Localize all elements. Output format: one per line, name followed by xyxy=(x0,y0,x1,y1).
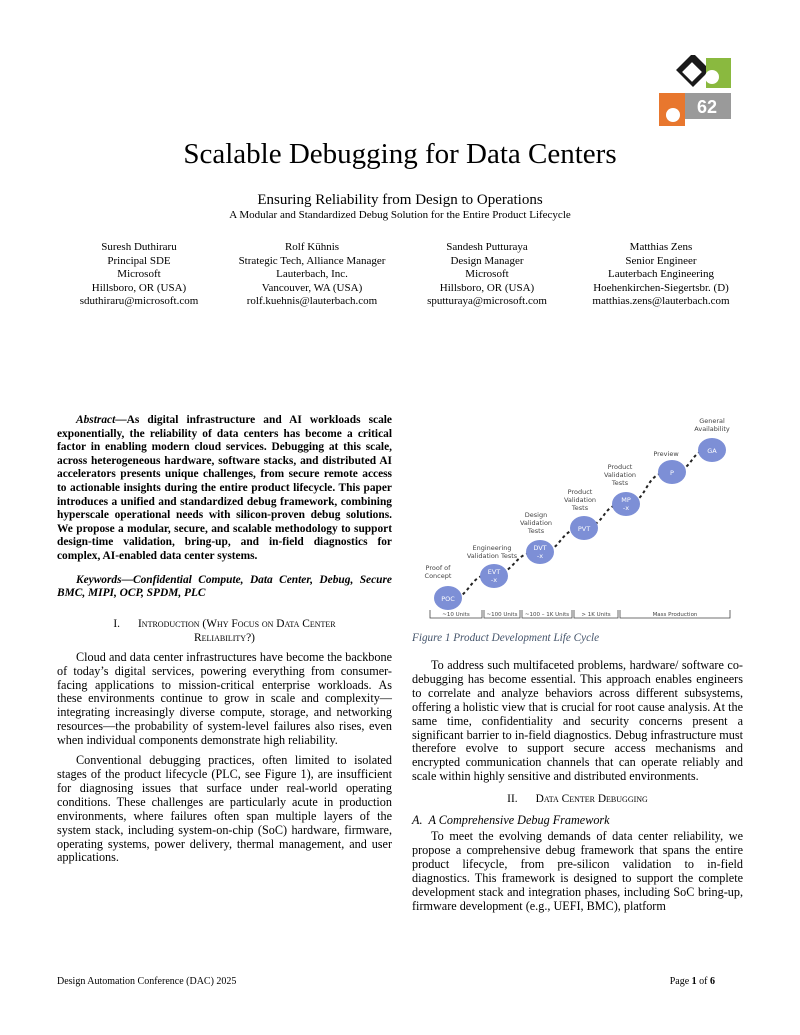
svg-text:POC: POC xyxy=(441,595,455,603)
svg-text:Tests: Tests xyxy=(527,527,545,535)
svg-text:PVT: PVT xyxy=(577,525,591,533)
svg-text:Validation: Validation xyxy=(563,496,597,504)
svg-text:General: General xyxy=(699,417,725,425)
stage-label-dvt xyxy=(520,511,552,535)
svg-text:MP: MP xyxy=(621,496,631,504)
svg-text:Proof of: Proof of xyxy=(425,564,451,572)
author-email[interactable]: sduthiraru@microsoft.com xyxy=(79,295,199,308)
keywords-label: Keywords xyxy=(76,573,122,586)
svg-text:Preview: Preview xyxy=(653,450,679,458)
svg-text:Validation Tests: Validation Tests xyxy=(466,552,518,560)
left-column xyxy=(57,414,392,871)
svg-text:Validation: Validation xyxy=(519,519,553,527)
subsection-heading xyxy=(412,814,743,828)
stage-label-evt xyxy=(467,544,518,560)
section-title-line1: Introduction (Why Focus on Data Center xyxy=(138,617,336,630)
abstract: Abstract—As digital infrastructure and AI workloads scale exponentially, the reliability of data centers has become a critical factor in enabling modern cloud services. Debugging at this scale, across heterogeneous hardware, software stacks, and distributed AI accelerators presents unique challenges, from secure remote access to actionable insights during the entire product lifecycle. This paper introduces a unified and standardized debug framework, combining hyperscale operational needs with silicon-proven debug solutions. We propose a modular, secure, and scalable methodology to support design-time validation, bring-up, and in-field diagnostics for complex, AI-enabled data center systems. xyxy=(57,414,392,562)
svg-text:Tests: Tests xyxy=(611,479,629,487)
plc-figure xyxy=(412,412,742,630)
paragraph: To address such multifaceted problems, hardware/ software co-debugging has become essential. This approach enables engineers to correlate and analyze behaviors across different subsystems, offering a holistic view that is crucial for root cause analysis. At the same time, confidentiality and security concerns present a significant barrier to in-field diagnostics. Debug infrastructure must therefore evolve to support secure access mechanisms and encrypted communication channels that can operate reliably and scale within highly sensitive and distributed environments. xyxy=(412,658,743,784)
svg-text:EVT: EVT xyxy=(487,568,501,576)
author-block xyxy=(212,241,412,309)
paragraph: Conventional debugging practices, often limited to isolated stages of the product lifecycle (PLC, see Figure 1), are insufficient for diagnosing issues that surface under real-world operating conditions. These challenges are particularly acute in production environments, where failures often span multiple layers of the system stack, including system-on-chip (SoC) hardware, firmware, operating systems, power delivery, thermal management, and user applications. xyxy=(57,753,392,865)
figure-caption: Figure 1 Product Development Life Cycle xyxy=(412,632,600,644)
svg-text:Product: Product xyxy=(567,488,593,496)
section-heading xyxy=(412,792,743,806)
author-block xyxy=(561,241,761,309)
svg-text:DVT: DVT xyxy=(533,544,547,552)
author-email[interactable]: sputturaya@microsoft.com xyxy=(427,295,547,308)
footer-page-number: Page 1 of 6 xyxy=(669,976,715,987)
author-location: Hillsboro, OR (USA) xyxy=(91,281,187,294)
unit-label: > 1K Units xyxy=(581,612,611,618)
node-dvt xyxy=(526,540,554,564)
node-preview xyxy=(658,460,686,484)
unit-label: ~100 Units xyxy=(486,612,518,618)
author-location: Hillsboro, OR (USA) xyxy=(439,281,535,294)
node-evt xyxy=(480,564,508,588)
stage-label-mp xyxy=(604,463,636,487)
svg-text:Design: Design xyxy=(524,511,548,519)
author-role: Strategic Tech, Alliance Manager xyxy=(238,254,386,267)
author-org: Lauterbach, Inc. xyxy=(276,268,348,281)
keywords-text: Confidential Compute, Data Center, Debug, Secure BMC, MIPI, OCP, SPDM, PLC xyxy=(57,573,392,600)
node-mp xyxy=(612,492,640,516)
section-title: Data Center Debugging xyxy=(535,793,648,806)
abstract-text: As digital infrastructure and AI workloads scale exponentially, the reliability of data centers has become a critical factor in enabling modern cloud services. Debugging at this scale, across heterogeneous hardware, software stacks, and distributed AI accelerators presents unique challenges, from secure remote access to actionable insights during the entire product lifecycle. This paper introduces a unified and standardized debug framework, combining hyperscale operational needs with silicon-proven debug solutions. We propose a modular, secure, and scalable methodology to support design-time validation, bring-up, and in-field diagnostics for complex, AI-enabled data center systems. xyxy=(57,414,392,562)
author-name: Sandesh Putturaya xyxy=(446,241,528,253)
svg-text:Tests: Tests xyxy=(571,504,589,512)
svg-text:Validation: Validation xyxy=(603,471,637,479)
unit-label: ~10 Units xyxy=(442,612,470,618)
stage-label-pvt xyxy=(564,488,596,512)
paper-subsubtitle: A Modular and Standardized Debug Solution for the Entire Product Lifecycle xyxy=(229,209,571,221)
author-role: Senior Engineer xyxy=(625,254,697,267)
paragraph: To meet the evolving demands of data center reliability, we propose a comprehensive debug framework that spans the entire product lifecycle, from pre-silicon validation to in-field diagnostics. This framework is designed to support the complete development stack and integration phases, including SoC bring-up, firmware development (e.g., UEFI, BMC), platform xyxy=(412,829,743,913)
author-org: Microsoft xyxy=(465,268,509,281)
author-org: Lauterbach Engineering xyxy=(608,268,714,281)
right-column xyxy=(412,659,743,920)
unit-label: ~100 – 1K Units xyxy=(524,612,570,618)
svg-text:Engineering: Engineering xyxy=(472,544,512,552)
section-number: I. xyxy=(113,617,120,630)
author-role: Design Manager xyxy=(450,254,524,267)
keywords: Keywords—Confidential Compute, Data Center, Debug, Secure BMC, MIPI, OCP, SPDM, PLC xyxy=(57,573,392,600)
svg-text:-x: -x xyxy=(490,576,498,584)
svg-text:Concept: Concept xyxy=(424,572,452,580)
author-org: Microsoft xyxy=(117,268,161,281)
unit-label: Mass Production xyxy=(652,612,698,618)
author-name: Rolf Kühnis xyxy=(284,241,340,253)
section-heading xyxy=(57,617,392,645)
subsection-title: A Comprehensive Debug Framework xyxy=(428,813,610,828)
stage-label-preview xyxy=(653,450,679,458)
author-block xyxy=(39,241,239,309)
svg-text:Product: Product xyxy=(607,463,633,471)
section-title-line2: Reliability?) xyxy=(194,631,255,644)
logo-number: 62 xyxy=(696,97,718,117)
author-location: Vancouver, WA (USA) xyxy=(261,281,363,294)
node-ga xyxy=(698,438,726,462)
dac-logo xyxy=(655,55,733,129)
page-current: 1 xyxy=(691,976,697,987)
node-poc xyxy=(434,586,462,610)
paper-title: Scalable Debugging for Data Centers xyxy=(183,138,617,170)
svg-text:Availability: Availability xyxy=(694,425,730,433)
author-name: Suresh Duthiraru xyxy=(101,241,177,253)
author-role: Principal SDE xyxy=(107,254,171,267)
paper-subtitle: Ensuring Reliability from Design to Operations xyxy=(257,192,543,208)
svg-text:P: P xyxy=(670,469,674,477)
author-email[interactable]: matthias.zens@lauterbach.com xyxy=(592,295,730,308)
author-name: Matthias Zens xyxy=(629,241,693,253)
svg-text:-x: -x xyxy=(622,504,630,512)
page-total: 6 xyxy=(710,976,715,987)
paragraph: Cloud and data center infrastructures have become the backbone of today’s digital services, powering everything from consumer-facing applications to mission-critical enterprise workloads. As these environments continue to grow in scale and complexity—integrating increasingly diverse compute, storage, and networking resources—the probability of system-level failures also rises, even when individual components demonstrate high reliability. xyxy=(57,649,392,748)
stage-label-poc xyxy=(425,564,452,580)
author-location: Hoehenkirchen-Siegertsbr. (D) xyxy=(593,281,729,294)
svg-text:GA: GA xyxy=(707,447,717,455)
author-email[interactable]: rolf.kuehnis@lauterbach.com xyxy=(246,295,378,308)
section-number: II. xyxy=(507,793,518,806)
node-pvt xyxy=(570,516,598,540)
author-block xyxy=(387,241,587,309)
subsection-letter: A. xyxy=(412,813,423,828)
stage-label-ga xyxy=(694,417,730,433)
footer-conference: Design Automation Conference (DAC) 2025 xyxy=(57,976,237,987)
svg-text:-x: -x xyxy=(536,552,544,560)
abstract-label: Abstract xyxy=(76,414,116,426)
